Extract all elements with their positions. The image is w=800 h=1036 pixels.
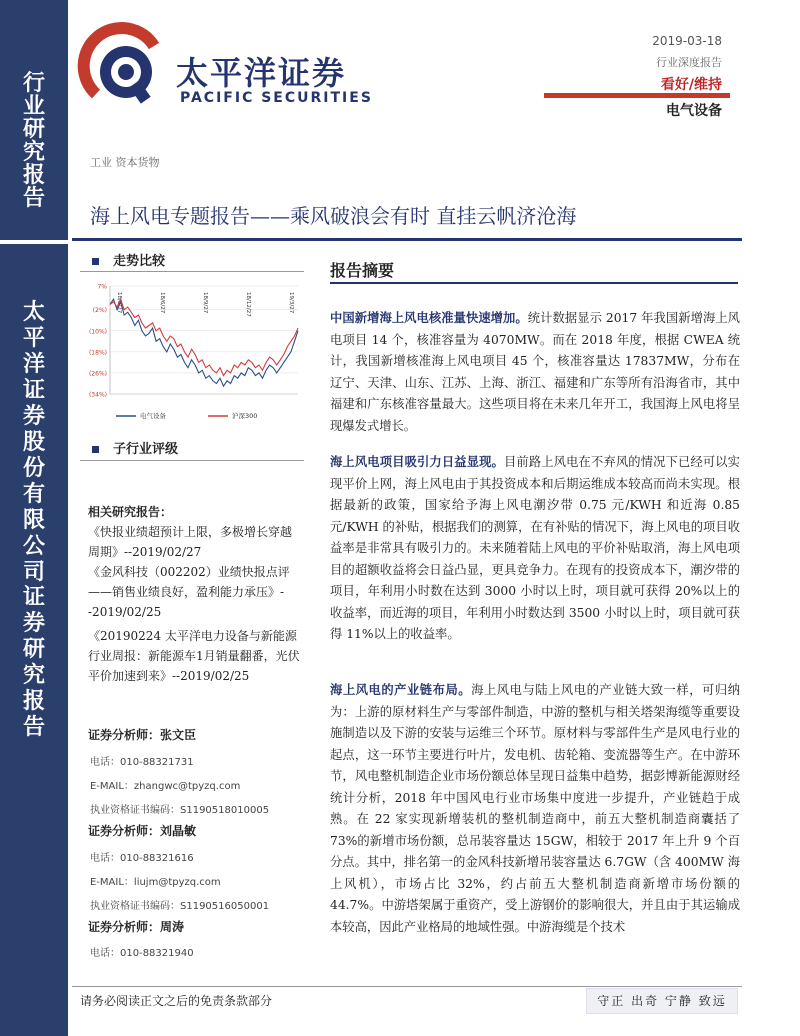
legend-label: 电气设备 [140,412,166,420]
analyst-phone: 电话：010-88321616 [90,853,194,864]
abstract-divider [330,282,738,284]
related-report: 《20190224 太平洋电力设备与新能源行业周报：新能源车1月销量翻番，光伏平价加速到来》--2019/02/25 [88,629,300,683]
abstract-heading: 报告摘要 [330,261,395,280]
chart-x-tick-label: 18/9/27 [202,292,208,314]
paragraph-lead: 中国新增海上风电核准量快速增加。 [330,310,528,325]
trend-heading: 走势比较 [92,250,165,269]
related-report: 《金风科技（002202）业绩快报点评——销售业绩良好，盈利能力承压》--2019/02/25 [88,565,290,619]
title-divider [72,238,742,241]
analyst-email: E-MAIL：zhangwc@tpyzq.com [90,781,241,792]
chart-y-tick-label: 7% [97,283,107,291]
paragraph-body: 目前路上风电在不弃风的情况下已经可以实现平价上网，海上风电由于其投资成本和后期运维成本较高而尚未实现。根据最新的政策，国家给予海上风电潮汐带 0.75 元/KWH 和近海 0.85 元/KWH 的补贴，根据我们的测算，在有补贴的情况下，海上风电的项目收益率是非常具有吸引力的。未来随着陆上风电的平价补贴取消，海上风电项目的超额收益将会日益凸显，更具竞争力。在现有的投资成本下，潮汐带的项目，年利用小时数在达到 3000 小时以上时，项目就可获得 20%以上的收益率，而近海的项目，年利用小时数达到 3500 小时以上时，项目就可获得 11%以上的收益率。 [330,455,740,641]
company-motto: 守正 出奇 宁静 致远 [586,988,738,1014]
analyst-name: 证券分析师：刘晶敏 [88,824,197,838]
abstract-paragraph [330,307,740,437]
related-report: 《快报业绩超预计上限，多极增长穿越周期》--2019/02/27 [88,525,293,559]
chart-x-tick-label: 18/3/27 [116,292,122,314]
report-type: 行业深度报告 [656,56,722,69]
analyst-name: 证券分析师：张文臣 [88,728,197,742]
chart-y-tick-label: (34%) [88,391,107,399]
bullet-square-icon [92,446,99,453]
chart-legend [116,411,257,420]
chart-y-tick-label: (26%) [88,370,107,378]
disclaimer-note: 请务必阅读正文之后的免责条款部分 [80,994,273,1008]
sidebar-report-category: 行业研究报告 [22,70,45,212]
brand-name-en: PACIFIC SECURITIES [180,90,373,106]
trend-divider [80,271,304,272]
analyst-phone: 电话：010-88321940 [90,948,194,959]
pacific-securities-logo [74,16,174,116]
sub-industry-heading: 子行业评级 [92,438,178,457]
rating: 看好/维持 [660,77,722,93]
chart-x-tick-label: 19/3/27 [288,292,294,314]
analyst-phone: 电话：010-88321731 [90,757,194,768]
rating-bar [544,93,730,98]
brand-name-cn: 太平洋证券 [176,54,347,92]
analyst-cert: 执业资格证书编码：S1190516050001 [90,901,270,912]
chart-x-tick-label: 18/6/27 [159,292,165,314]
abstract-paragraph [330,451,740,646]
chart-y-tick-label: (18%) [88,349,107,357]
paragraph-lead: 海上风电项目吸引力日益显现。 [330,454,504,469]
chart-x-tick-label: 18/12/27 [245,292,251,317]
industry-tag: 工业 资本货物 [90,156,160,169]
chart-y-tick-label: (2%) [92,307,107,315]
chart-y-ticks [89,284,107,399]
chart-y-tick-label: (10%) [88,328,107,336]
trend-chart [80,276,304,426]
sector: 电气设备 [666,103,722,119]
paragraph-lead: 海上风电的产业链布局。 [330,682,472,697]
sidebar-company-name: 太平洋证券股份有限公司证券研究报告 [22,299,45,741]
bullet-square-icon [92,258,99,265]
report-date: 2019-03-18 [652,34,722,48]
analyst-cert: 执业资格证书编码：S1190518010005 [90,805,270,816]
chart-x-ticks [116,292,294,317]
analyst-name: 证券分析师：周涛 [88,920,185,934]
report-title: 海上风电专题报告——乘风破浪会有时 直挂云帆济沧海 [90,204,577,228]
legend-label: 沪深300 [232,412,258,420]
footer-divider [72,986,742,987]
related-research-title: 相关研究报告： [88,505,173,519]
abstract-paragraph [330,679,740,938]
paragraph-body: 统计数据显示 2017 年我国新增海上风电项目 14 个，核准容量为 4070MW。而在 2018 年度，根据 CWEA 统计，我国新增核准海上风电项目 45 个，核准容量达 17837MW，分布在辽宁、天津、山东、江苏、上海、浙江、福建和广东等所有沿海省市，其中福建和广东核准容量最大。这些项目将在未来几年开工，我国海上风电将呈现爆发式增长。 [330,311,740,433]
sub-industry-divider [80,460,304,461]
paragraph-body: 海上风电与陆上风电的产业链大致一样，可归纳为：上游的原材料生产与零部件制造，中游的整机与相关塔架海缆等重要设施制造以及下游的安装与运维三个环节。原材料与零部件生产是风电行业的起点，这一环节主要进行叶片，发电机、齿轮箱、变流器等生产。在中游环节，风电整机制造企业市场份额总体呈现日益集中趋势，据彭博新能源财经统计分析，2018 年中国风电行业市场集中度进一步提升，产业链趋于成熟。在 22 家实现新增装机的整机制造商中，前五大整机制造商囊括了 73%的新增市场份额，总吊装容量达 15GW，相较于 2017 年上升 9 个百分点。其中，排名第一的金风科技新增吊装容量达 6.7GW（含 400MW 海上风机），市场占比 32%，约占前五大整机制造商新增市场份额的 44.7%。中游塔架属于重资产，受上游钢价的影响很大，并且由于其运输成本较高，因此产业格局的地域性强。中游海缆是个技术 [330,683,740,934]
analyst-email: E-MAIL：liujm@tpyzq.com [90,877,221,888]
